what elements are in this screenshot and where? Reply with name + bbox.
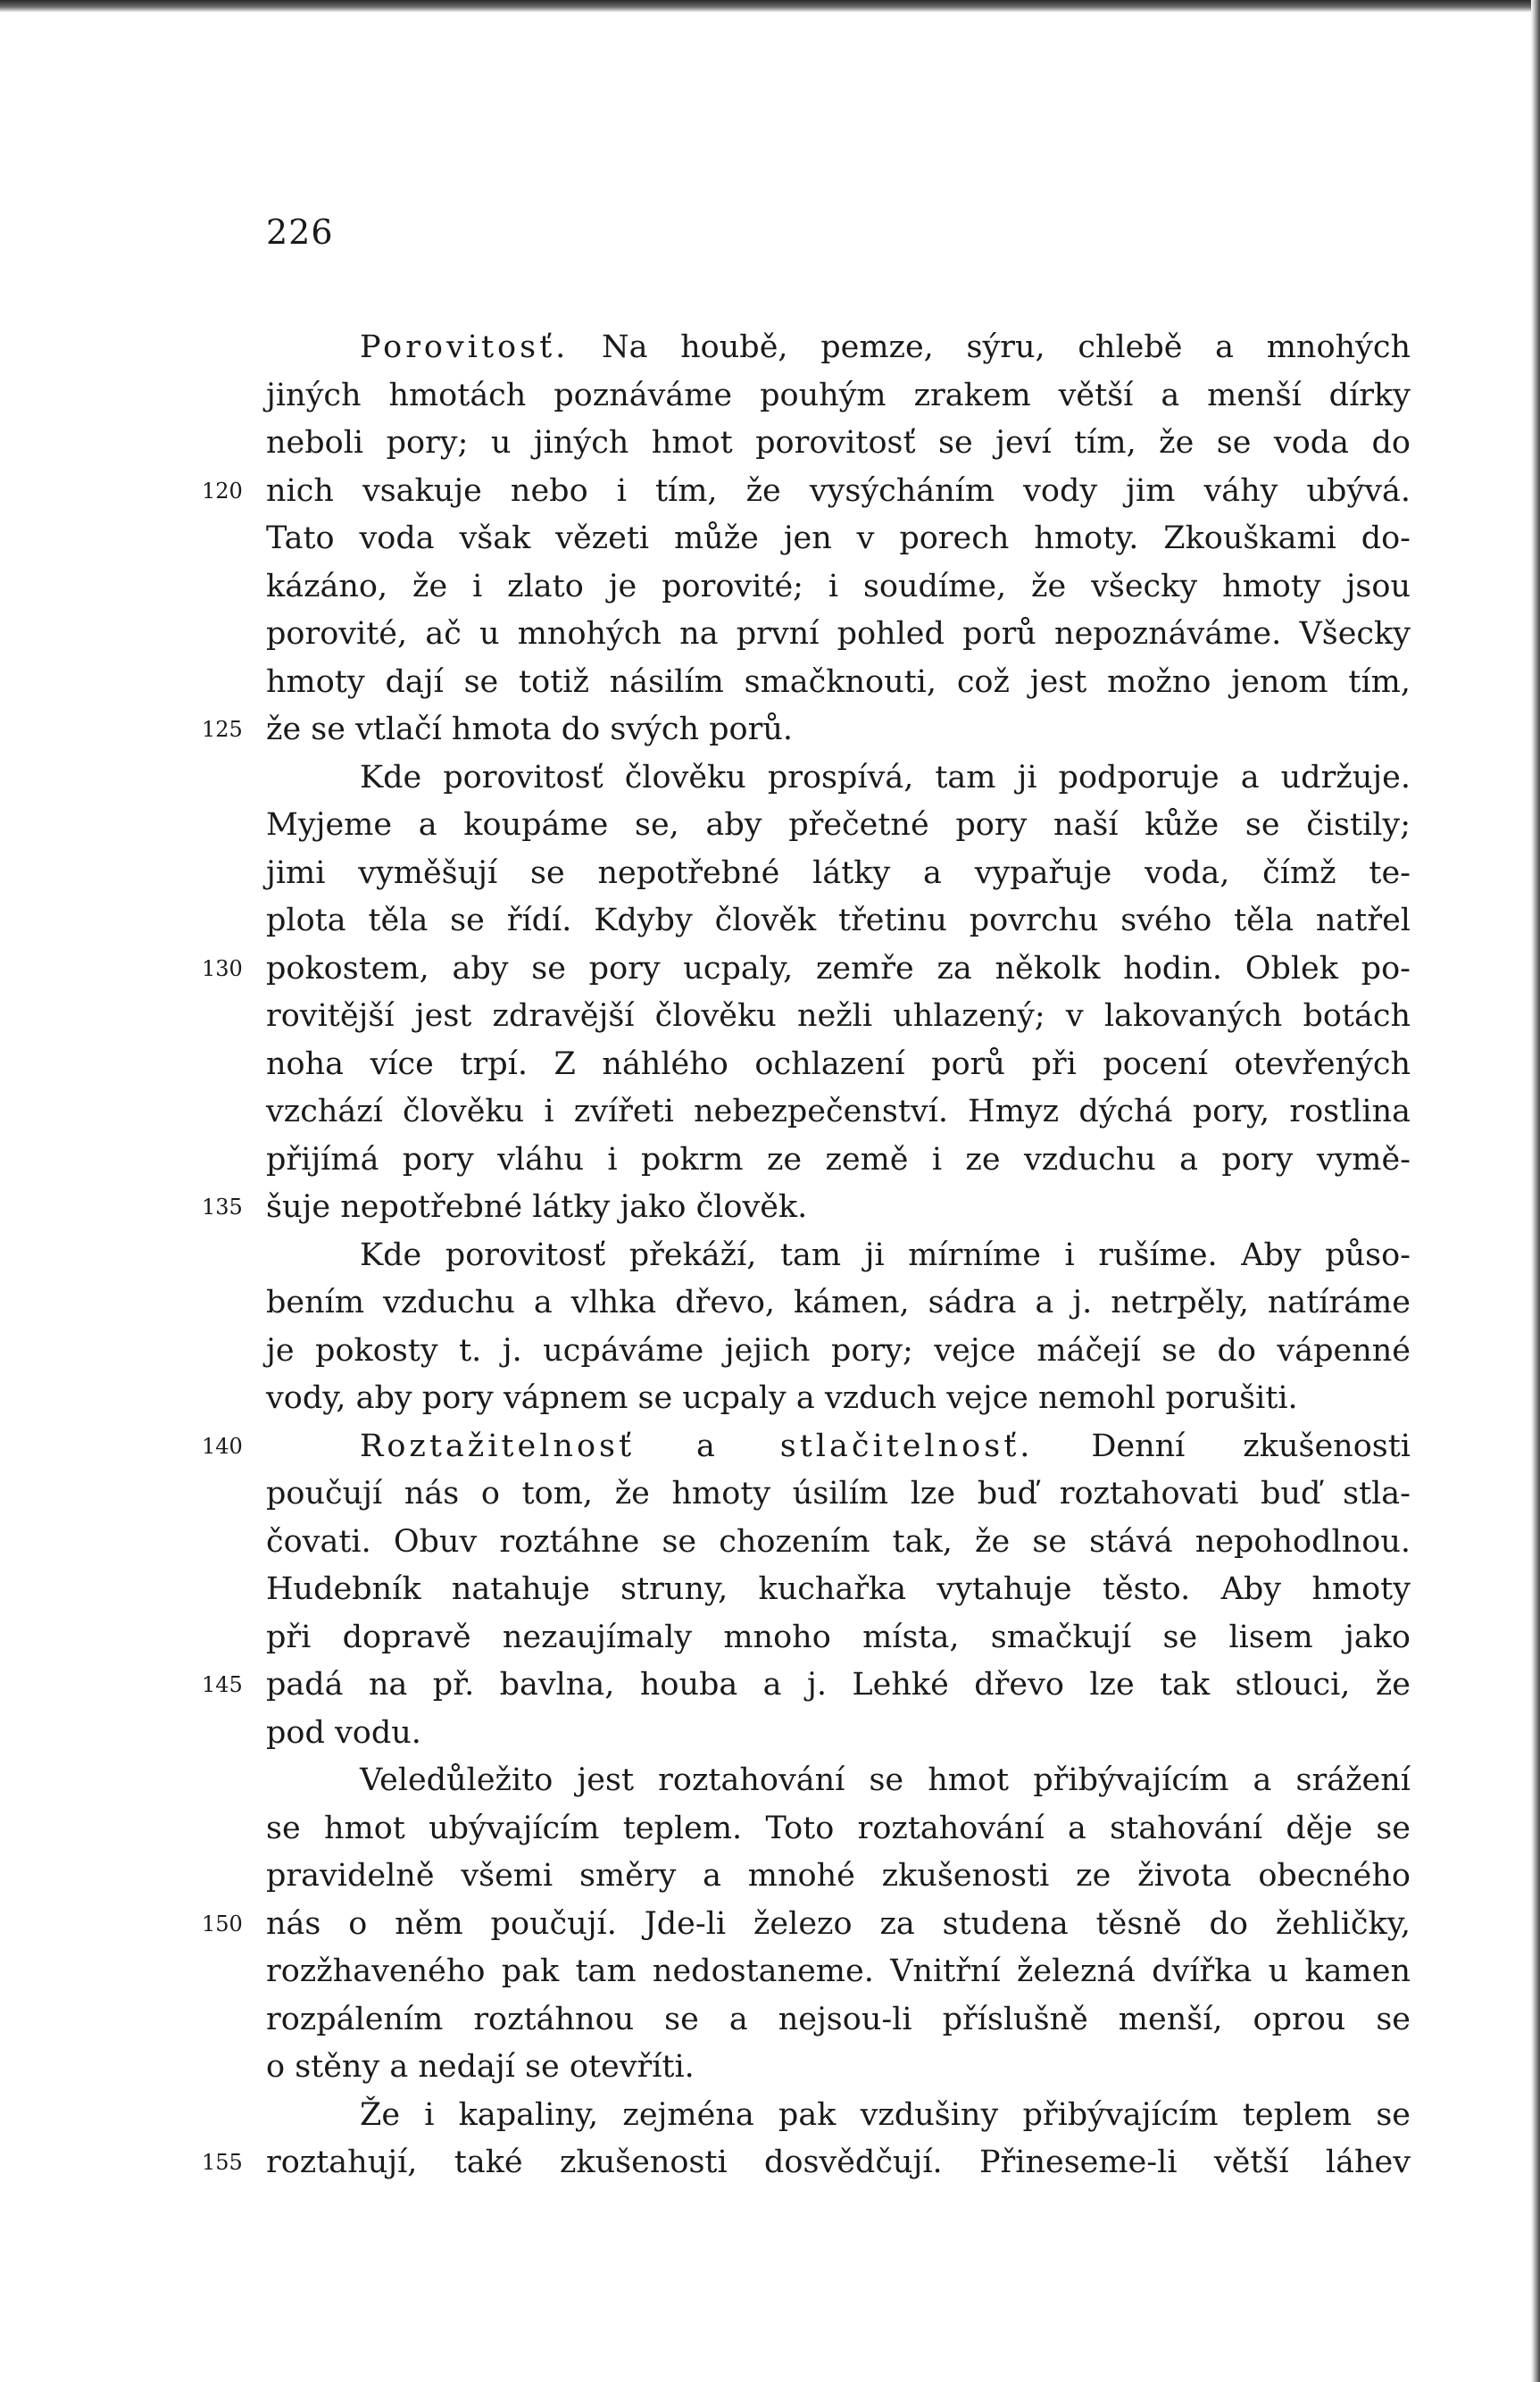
line-number: 120 [202,478,243,504]
book-page [202,210,1411,2187]
line-text: Kde porovitosť překáží, tam ji mírníme i rušíme. Aby půso- [360,1237,1411,1273]
text-line [202,706,1411,754]
text-line [266,2092,1411,2140]
text-line [266,1805,1411,1853]
line-text: pod vodu. [266,1714,421,1751]
text-line [202,1184,1411,1232]
line-text: Myjeme a koupáme se, aby přečetné pory naší kůže se čistily; [266,807,1411,843]
text-line [266,1041,1411,1089]
line-text: hmoty dají se totiž násilím smačknouti, což jest možno jenom tím, [266,663,1411,700]
line-text: bením vzduchu a vlhka dřevo, kámen, sádra a j. netrpěly, natíráme [266,1285,1411,1320]
line-text: se hmot ubývajícím teplem. Toto roztahování a stahování děje se [266,1810,1411,1846]
line-text: o stěny a nedají se otevříti. [266,2049,695,2085]
line-text: rozpálením roztáhnou se a nejsou-li příslušně menší, oprou se [266,2001,1411,2037]
text-line [266,1279,1411,1328]
line-number: 150 [202,1911,243,1936]
text-line [266,1375,1411,1423]
text-line [266,324,1411,372]
text-line [266,372,1411,421]
text-line [266,1088,1411,1137]
line-text: Hudebník natahuje struny, kuchařka vytahuje těsto. Aby hmoty [266,1571,1411,1607]
text-body [202,324,1411,2187]
line-text: rovitější jest zdravější člověku nežli uhlazený; v lakovaných botách [266,998,1411,1034]
text-line [266,993,1411,1041]
section-heading: Roztažitelnosť a stlačitelnosť. [360,1428,1034,1464]
line-text: vody, aby pory vápnem se ucpaly a vzduch vejce nemohl porušiti. [266,1380,1298,1416]
text-line [266,563,1411,612]
line-text: čovati. Obuv roztáhne se chozením tak, že se stává nepohodlnou. [266,1523,1411,1560]
scan-right-edge [1531,0,1540,2382]
line-text: přijímá pory vláhu i pokrm ze země i ze vzduchu a pory vymě- [266,1141,1411,1178]
line-text: jimi vyměšují se nepotřebné látky a vypařuje voda, čímž te- [266,854,1411,891]
line-text: Denní zkušenosti [1033,1428,1411,1464]
line-text: kázáno, že i zlato je porovité; i soudíme, že všecky hmoty jsou [266,568,1411,604]
line-text: je pokosty t. j. ucpáváme jejich pory; vejce máčejí se do vápenné [266,1332,1411,1369]
text-line [266,1614,1411,1662]
text-line [202,945,1411,994]
text-line [266,2044,1411,2092]
text-line [202,1662,1411,1710]
line-text: Veledůležito jest roztahování se hmot přibývajícím a srážení [360,1762,1411,1798]
text-line [266,1757,1411,1805]
line-number: 145 [202,1672,243,1697]
line-number: 155 [202,2150,243,2175]
line-text: jiných hmotách poznáváme pouhým zrakem větší a menší dírky [266,377,1411,413]
text-line [266,897,1411,945]
line-text: neboli pory; u jiných hmot porovitosť se jeví tím, že se voda do [266,425,1411,461]
scan-top-edge [0,0,1540,12]
line-text: Na houbě, pemze, sýru, chlebě a mnohých [569,329,1411,365]
line-text: Tato voda však vězeti může jen v porech hmoty. Zkouškami do- [266,521,1411,556]
line-text: pokostem, aby se pory ucpaly, zemře za několk hodin. Oblek po- [266,950,1411,987]
text-line [202,1423,1411,1471]
text-line [266,802,1411,850]
text-line [266,1996,1411,2045]
line-text: plota těla se řídí. Kdyby člověk třetinu povrchu svého těla natřel [266,903,1411,938]
line-text: rozžhaveného pak tam nedostaneme. Vnitřní železná dvířka u kamen [266,1953,1411,1989]
line-text: poučují nás o tom, že hmoty úsilím lze buď roztahovati buď stla- [266,1476,1411,1512]
line-text: pravidelně všemi směry a mnohé zkušenosti ze života obecného [266,1858,1411,1894]
line-number: 125 [202,717,243,742]
text-line [266,1470,1411,1519]
line-number: 135 [202,1195,243,1220]
line-text: vzchází člověku i zvířeti nebezpečenství. Hmyz dýchá pory, rostlina [266,1094,1411,1129]
line-text: nás o něm poučují. Jde-li železo za studena těsně do žehličky, [266,1905,1411,1942]
text-line [202,468,1411,516]
text-line [266,1232,1411,1280]
text-line [266,611,1411,659]
text-line [202,1901,1411,1949]
text-line [266,754,1411,803]
page-number: 226 [266,212,334,252]
text-line [266,1566,1411,1614]
line-text: padá na př. bavlna, houba a j. Lehké dřevo lze tak stlouci, že [266,1667,1411,1703]
line-number: 130 [202,955,243,981]
text-line [266,659,1411,707]
text-line [266,1710,1411,1758]
text-line [266,1137,1411,1185]
text-line [266,420,1411,468]
line-text: noha více trpí. Z náhlého ochlazení porů při pocení otevřených [266,1045,1411,1082]
text-line [266,1853,1411,1901]
line-text: roztahují, také zkušenosti dosvědčují. Přineseme-li větší láhev [266,2145,1411,2180]
text-line [266,515,1411,563]
line-text: porovité, ač u mnohých na první pohled porů nepoznáváme. Všecky [266,616,1411,652]
line-number: 140 [202,1433,243,1459]
line-text: šuje nepotřebné látky jako člověk. [266,1189,808,1225]
text-line [266,1519,1411,1567]
line-text: že se vtlačí hmota do svých porů. [266,712,794,747]
section-heading: Porovitosť. [360,329,570,365]
line-text: Kde porovitosť člověku prospívá, tam ji podporuje a udržuje. [360,759,1411,795]
line-text: nich vsakuje nebo i tím, že vysýcháním vody jim váhy ubývá. [266,472,1411,509]
text-line [266,1328,1411,1376]
text-line [266,1948,1411,1996]
line-text: Že i kapaliny, zejména pak vzdušiny přibývajícím teplem se [360,2096,1411,2133]
text-line [202,2139,1411,2187]
text-line [266,850,1411,898]
line-text: při dopravě nezaujímaly mnoho místa, smačkují se lisem jako [266,1619,1411,1655]
